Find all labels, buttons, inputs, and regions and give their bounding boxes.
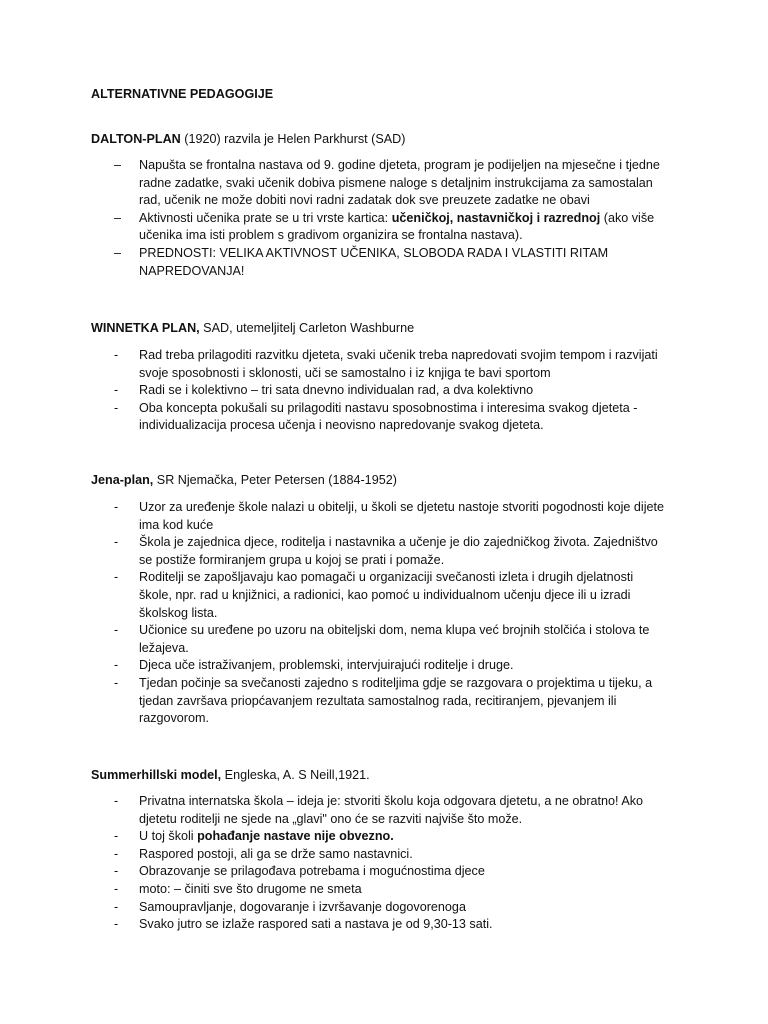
list-marker: - [114, 899, 119, 914]
list-marker: - [114, 829, 119, 844]
list-marker: - [114, 917, 119, 932]
list-item-text: Uzor za uređenje škole nalazi u obitelji, u školi se djetetu nastoje stvoriti pogodnosti koje dijete ima kod kuće [139, 500, 665, 532]
list-marker: - [114, 864, 119, 879]
list-item [0, 675, 768, 728]
list-item-text: PREDNOSTI: VELIKA AKTIVNOST UČENIKA, SLOBODA RADA I VLASTITI RITAM NAPREDOVANJA! [139, 245, 609, 278]
list-item-text: Roditelji se zapošljavaju kao pomagači u organizaciji svečanosti izleta i drugih djelatnosti škole, npr. rad u knjižnici, a radionici, kao pomoć u individualnom učenju djece ili u izradi školskog lista. [139, 570, 634, 620]
list-marker: - [114, 794, 119, 808]
list-item-text: Radi se i kolektivno – tri sata dnevno individualan rad, a dva kolektivno [139, 383, 534, 398]
section-heading-summerhill [91, 767, 370, 785]
list-marker: – [114, 245, 122, 260]
list-item-text: Škola je zajednica djece, roditelja i nastavnika a učenje je dio zajedničkog života. Zajedništvo se postiže formiranjem grupa u kojoj se prati i pomaže. [139, 535, 658, 567]
list-item [0, 347, 768, 382]
list-item-text: moto: – činiti sve što drugome ne smeta [139, 881, 362, 896]
list-marker: - [114, 675, 119, 690]
list-item-text: Učionice su uređene po uzoru na obiteljski dom, nema klupa već brojnih stolčića i stolova te ležajeva. [139, 623, 650, 655]
list-item [0, 534, 768, 569]
section-heading-text: SR Njemačka, Peter Petersen (1884-1952) [153, 473, 397, 487]
list-item-text: Oba koncepta pokušali su prilagoditi nastavu sposobnostima i interesima svakog djeteta - individualizacija procesa učenja i neovisno napredovanje svakog djeteta. [139, 400, 638, 433]
list-item [0, 899, 768, 917]
section-heading-bold: DALTON-PLAN [91, 132, 181, 146]
list-item-text: Djeca uče istraživanjem, problemski, intervjuirajući roditelje i druge. [139, 658, 514, 673]
section-heading-bold: Jena-plan, [91, 473, 154, 487]
list-marker: – [114, 210, 122, 225]
section-heading-text: (1920) razvila je Helen Parkhurst (SAD) [180, 132, 406, 146]
list-item [0, 863, 768, 881]
list-item [0, 846, 768, 864]
list-marker: – [114, 158, 122, 172]
list-item-text: Privatna internatska škola – ideja je: stvoriti školu koja odgovara djetetu, a ne obratno! Ako djetetu roditelji ne sjede na „glavi" ono će se razviti najviše što može. [139, 794, 644, 826]
list-item [0, 569, 768, 622]
list-item-bold-text: pohađanje nastave nije obvezno. [197, 829, 394, 844]
list-marker: - [114, 623, 119, 638]
section-heading-bold: WINNETKA PLAN, [91, 321, 200, 335]
list-item-text: Svako jutro se izlaže raspored sati a nastava je od 9,30-13 sati. [139, 917, 493, 932]
list-item-text: Obrazovanje se prilagođava potrebama i mogućnostima djece [139, 864, 485, 879]
list-item-text: (ako više učenika ima isti problem s gradivom organizira se frontalna nastava). [139, 210, 655, 243]
list-item [0, 657, 768, 675]
list-item [0, 916, 768, 934]
section-heading-bold: Summerhillski model, [91, 768, 222, 782]
list-marker: - [114, 535, 119, 550]
list-item-text: U toj školi [139, 829, 198, 844]
list-item [0, 157, 768, 210]
document-title: ALTERNATIVNE PEDAGOGIJE [91, 87, 274, 101]
list-marker: - [114, 348, 119, 362]
section-list-winnetka [0, 347, 768, 435]
list-item [0, 828, 768, 846]
section-heading-text: SAD, utemeljitelj Carleton Washburne [199, 321, 415, 335]
list-marker: - [114, 658, 119, 673]
list-item [0, 382, 768, 400]
section-heading-text: Engleska, A. S Neill,1921. [221, 768, 370, 782]
list-marker: - [114, 881, 119, 896]
section-list-jena [0, 499, 768, 728]
section-heading-jena [91, 472, 397, 490]
list-item-text: Raspored postoji, ali ga se drže samo nastavnici. [139, 846, 413, 861]
list-item [0, 622, 768, 657]
list-item-bold-text: učeničkoj, nastavničkoj i razrednoj [391, 210, 601, 225]
list-item [0, 793, 768, 828]
list-marker: - [114, 383, 119, 398]
list-item-text: Aktivnosti učenika prate se u tri vrste kartica: [139, 210, 392, 225]
list-item [0, 499, 768, 534]
list-item [0, 400, 768, 435]
list-marker: - [114, 500, 119, 514]
section-list-dalton [0, 157, 768, 280]
section-list-summerhill [0, 793, 768, 934]
list-marker: - [114, 400, 119, 415]
section-heading-winnetka [91, 320, 414, 338]
list-item [0, 881, 768, 899]
list-item-text: Rad treba prilagoditi razvitku djeteta, svaki učenik treba napredovati svojim tempom i razvijati svoje sposobnosti i sklonosti, uči se samostalno i iz knjiga te bavi sportom [139, 348, 658, 380]
list-item [0, 245, 768, 280]
list-item-text: Samoupravljanje, dogovaranje i izvršavanje dogovorenoga [139, 899, 466, 914]
list-marker: - [114, 570, 119, 585]
list-item-text: Tjedan počinje sa svečanosti zajedno s roditeljima gdje se razgovara o projektima u tijeku, a tjedan završava priopćavanjem rezultata samostalnog rada, recitiranjem, pjevanjem ili razgovorom. [139, 675, 653, 726]
list-item [0, 210, 768, 245]
list-marker: - [114, 846, 119, 861]
section-heading-dalton [91, 131, 405, 149]
list-item-text: Napušta se frontalna nastava od 9. godine djeteta, program je podijeljen na mjesečne i tjedne radne zadatke, svaki učenik dobiva pismene naloge s detaljnim instrukcijama za samostalan rad, učenik ne može dobiti novi radni zadatak dok sve preuzete zadatke ne obavi [139, 158, 660, 208]
